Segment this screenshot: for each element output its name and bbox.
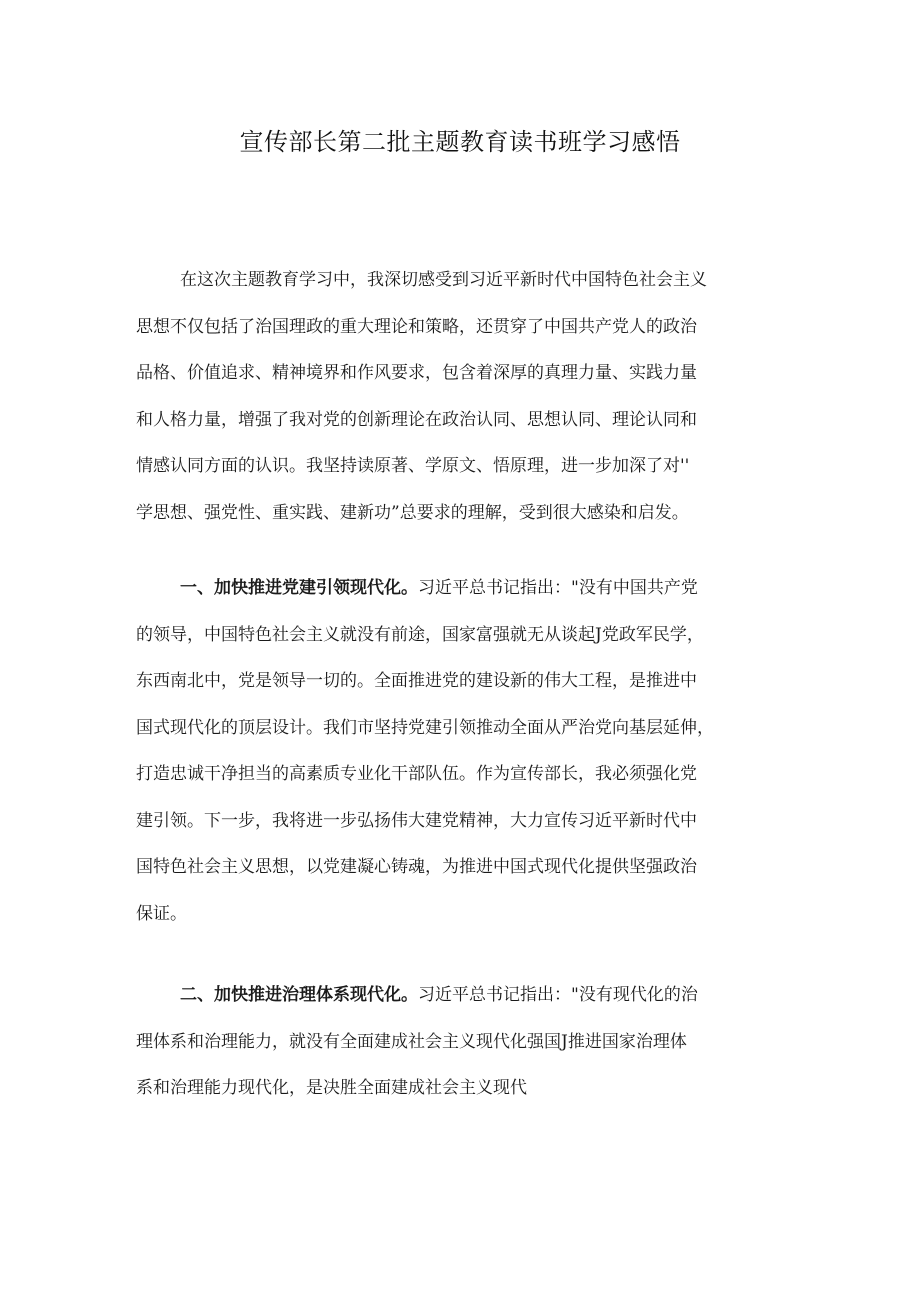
paragraph-first-line: [136, 972, 796, 1019]
paragraph-intro: [136, 257, 796, 536]
paragraph-section-1: [136, 565, 796, 937]
paragraph-line: 东西南北中，党是领导一切的。全面推进党的建设新的伟大工程，是推进中: [136, 671, 697, 691]
section-heading: 一、加快推进党建引领现代化。: [180, 578, 418, 598]
paragraph-line: 打造忠诚干净担当的高素质专业化干部队伍。作为宣传部长，我必须强化党: [136, 764, 697, 784]
paragraph-line: 的领导，中国特色社会主义就没有前途，国家富强就无从谈起J党政军民学，: [136, 624, 704, 645]
paragraph-line: 国式现代化的顶层设计。我们市坚持党建引领推动全面从严治党向基层延伸，: [136, 717, 714, 738]
paragraph-line: 和人格力量，增强了我对党的创新理论在政治认同、思想认同、理论认同和: [136, 409, 697, 430]
paragraph-line: 思想不仅包括了治国理政的重大理论和策略，还贯穿了中国共产党人的政治: [136, 316, 697, 337]
document-title: 宣传部长第二批主题教育读书班学习感悟: [239, 128, 681, 156]
paragraph-line: 情感认同方面的认识。我坚持读原著、学原文、悟原理，进一步加深了对'': [136, 456, 690, 476]
paragraph-line: 品格、价值追求、精神境界和作风要求，包含着深厚的真理力量、实践力量: [136, 363, 697, 383]
paragraph-line: 建引领。下一步，我将进一步弘扬伟大建党精神，大力宣传习近平新时代中: [136, 810, 697, 831]
paragraph-line: 理体系和治理能力，就没有全面建成社会主义现代化强国J推进国家治理体: [136, 1031, 687, 1052]
paragraph-line: 习近平总书记指出："没有中国共产党: [418, 578, 698, 598]
section-heading: 二、加快推进治理体系现代化。: [180, 985, 418, 1005]
paragraph-line: 保证。: [136, 903, 187, 924]
paragraph-section-2: [136, 972, 796, 1112]
paragraph-line: 习近平总书记指出："没有现代化的治: [418, 985, 698, 1005]
paragraph-line: 系和治理能力现代化，是决胜全面建成社会主义现代: [136, 1078, 527, 1098]
paragraph-line: 国特色社会主义思想，以党建凝心铸魂，为推进中国式现代化提供坚强政治: [136, 857, 697, 877]
paragraph-line: 学思想、强党性、重实践、建新功”总要求的理解，受到很大感染和启发。: [136, 502, 689, 523]
paragraph-first-line: [136, 565, 796, 612]
paragraph-line: 在这次主题教育学习中，我深切感受到习近平新时代中国特色社会主义: [180, 270, 707, 290]
